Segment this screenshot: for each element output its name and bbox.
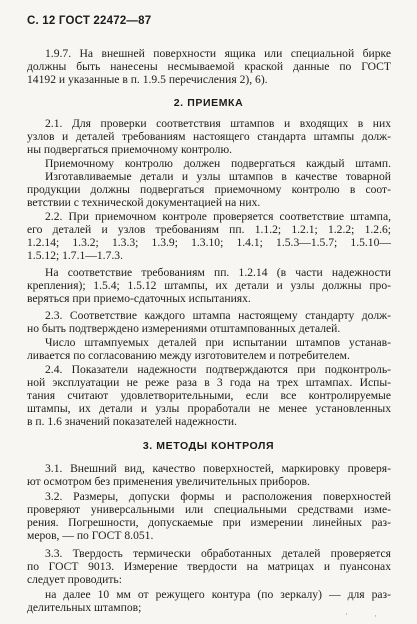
text-line: проверяют универсальными или специальными средствами изме- [27,503,391,516]
text-line: узлов и деталей требованиям настоящего стандарта штампы долж- [27,130,391,143]
text-line: тания считают удовлетворительными, если все контролируемые [27,389,391,402]
text-line: Приемочному контролю должен подвергаться каждый штамп. [45,157,391,170]
text-line: 3.3. Твердость термически обработанных деталей проверяется [45,547,391,560]
text-line: 1.5.12; 1.7.1—1.7.3. [27,249,123,262]
section-heading: 3. МЕТОДЫ КОНТРОЛЯ [142,440,275,452]
text-line: 2.1. Для проверки соответствия штампов и входящих в них [45,117,391,130]
text-line: крепления); 1.5.4; 1.5.12 штампы, их детали и узлы должны про- [27,279,391,292]
text-line: 2.2. При приемочном контроле проверяется соответствие штампа, [45,210,391,223]
text-line: 3.2. Размеры, допуски формы и расположения поверхностей [45,490,391,503]
text-line: продукции должны подвергаться приемочному контролю в соот- [27,183,391,196]
text-line: 1.2.14; 1.3.2; 1.3.3; 1.3.9; 1.3.10; 1.4.1; 1.5.3—1.5.7; 1.5.10— [27,236,391,249]
scan-artifact: · [345,609,348,619]
text-line: ют осмотром без применения увеличительных приборов. [27,475,310,488]
text-line: его деталей и узлов требованиям пп. 1.1.2; 1.2.1; 1.2.2; 1.2.6; [27,223,391,236]
text-line: Изготавливаемые детали и узлы штампов в качестве товарной [45,170,391,183]
text-line: по ГОСТ 9013. Измерение твердости на матрицах и пуансонах [27,560,391,573]
text-line: рения. Погрешности, допускаемые при измерении линейных раз- [27,516,391,529]
text-line: 3.1. Внешний вид, качество поверхностей, маркировку проверя- [45,462,391,475]
page-header: С. 12 ГОСТ 22472—87 [27,15,152,27]
text-line: ны подвергаться приемочному контролю. [27,143,233,156]
section-heading: 2. ПРИЕМКА [173,97,244,109]
text-line: На соответствие требованиям пп. 1.2.14 (в части надежности [45,266,391,279]
text-line: но быть подтверждено измерениями отштампованных деталей. [27,322,341,335]
text-line: 2.4. Показатели надежности подтверждаются при подконтроль- [45,363,391,376]
text-line: Число штампуемых деталей при испытании штампов устанав- [45,336,391,349]
text-line: 1.9.7. На внешней поверхности ящика или специальной бирке [45,47,391,60]
text-line: веряться при приемо-сдаточных испытаниях. [27,292,251,305]
text-line: ветствии с технической документацией на них. [27,196,261,209]
text-line: меров, — по ГОСТ 8.051. [27,529,154,542]
text-line: на далее 10 мм от режущего контура (по зеркалу) — для раз- [45,588,391,601]
text-line: 2.3. Соответствие каждого штампа настоящему стандарту долж- [45,309,391,322]
scan-artifact: · [374,611,377,621]
text-line: следует проводить: [27,573,122,586]
text-line: штампы, их детали и узлы проработали не менее установленных [27,402,391,415]
text-line: 14192 и указанные в п. 1.9.5 перечисления 2), 6). [27,73,268,86]
text-line: ливается по согласованию между изготовителем и потребителем. [27,349,350,362]
text-line: ной эксплуатации не реже раза в 3 года на трех штампах. Испы- [27,376,391,389]
text-line: в п. 1.6 значений показателей надежности. [27,415,238,428]
text-line: делительных штампов; [27,601,142,614]
text-line: должны быть нанесены несмываемой краской данные по ГОСТ [27,60,391,73]
